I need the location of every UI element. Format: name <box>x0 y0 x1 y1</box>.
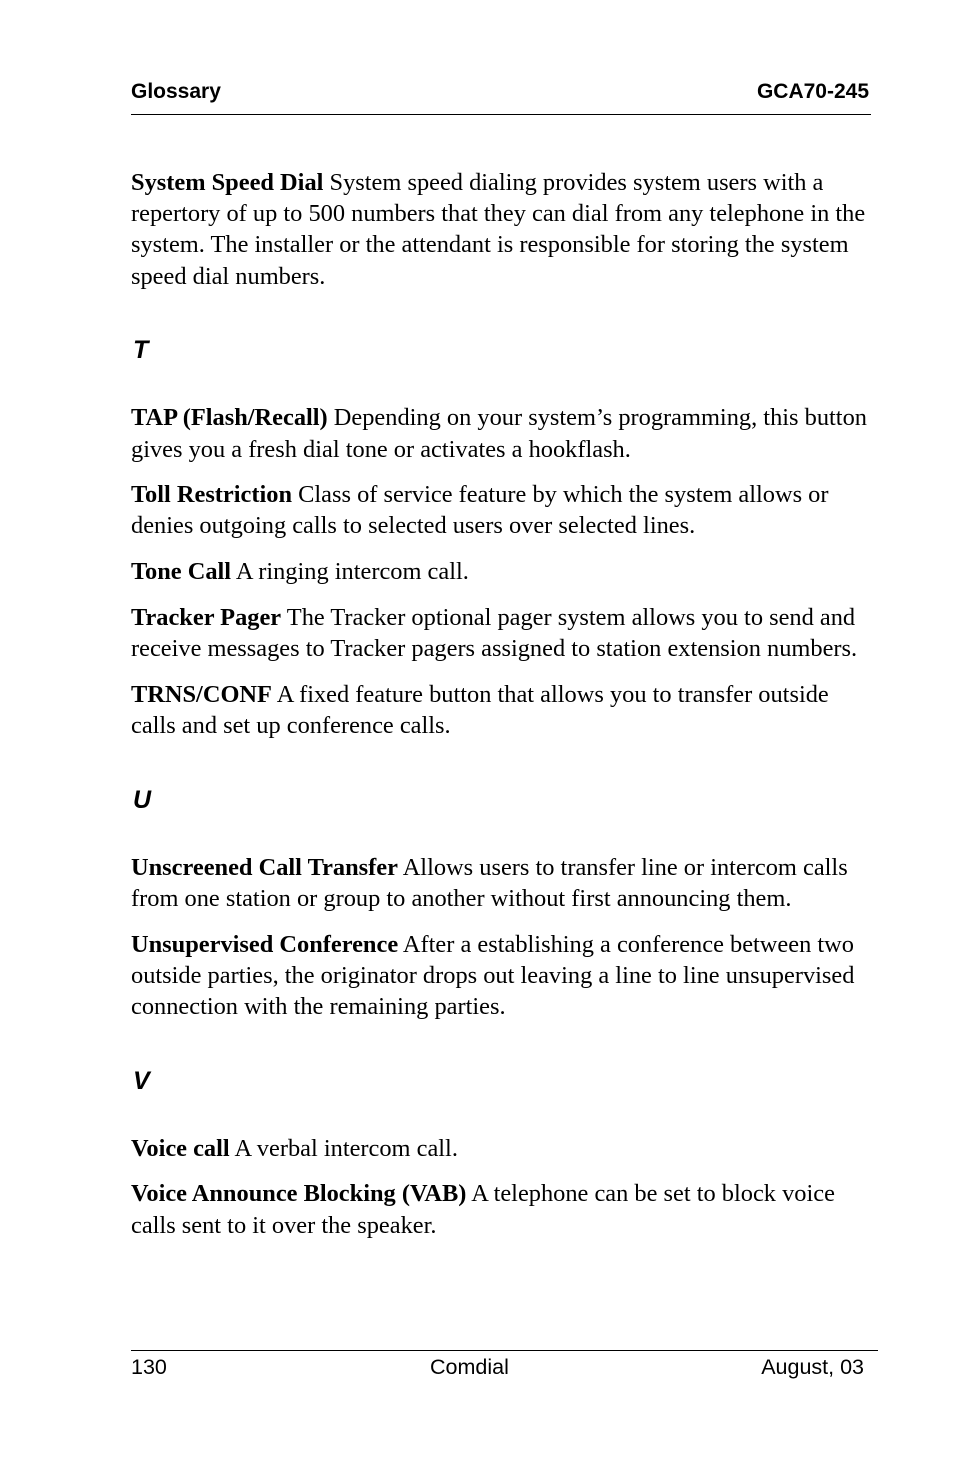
glossary-definition: The Tracker optional pager system allows you to send and receive messages to Tracker pagers assigned to station extension numbers. <box>131 603 858 663</box>
header-document-id: GCA70-245 <box>756 80 869 103</box>
glossary-definition: A verbal intercom call. <box>234 1134 458 1162</box>
glossary-term: TRNS/CONF <box>131 680 272 708</box>
glossary-entry <box>131 1178 871 1240</box>
glossary-definition: Depending on your system’s programming, this button gives you a fresh dial tone or activates a hookflash. <box>131 404 867 463</box>
footer-publisher: Comdial <box>430 1355 509 1379</box>
glossary-entry <box>131 402 871 464</box>
section-letter-t: T <box>133 336 149 365</box>
header-divider <box>131 114 871 115</box>
glossary-term: Tone Call <box>131 558 232 586</box>
glossary-entry <box>131 679 871 741</box>
glossary-entry <box>131 852 871 914</box>
footer-divider <box>131 1350 878 1351</box>
running-header <box>131 80 871 110</box>
glossary-definition: Class of service feature by which the system allows or denies outgoing calls to selected users over selected lines. <box>131 481 829 540</box>
running-footer <box>131 1355 864 1385</box>
glossary-term: System Speed Dial <box>131 169 324 196</box>
glossary-entry <box>131 929 871 1023</box>
glossary-entry <box>131 479 871 541</box>
section-letter-v: V <box>133 1066 150 1095</box>
header-section-title: Glossary <box>131 80 221 103</box>
glossary-definition: A ringing intercom call. <box>235 558 469 586</box>
glossary-term: Unsupervised Conference <box>131 930 399 958</box>
glossary-term: Unscreened Call Transfer <box>131 853 398 881</box>
glossary-term: Toll Restriction <box>131 481 293 509</box>
glossary-definition: System speed dialing provides system users with a repertory of up to 500 numbers that they can dial from any telephone in the system. The installer or the attendant is responsible for storing the system speed dial numbers. <box>131 169 866 290</box>
glossary-definition: After a establishing a conference between two outside parties, the originator drops out leaving a line to line unsupervised connection with the remaining parties. <box>131 930 855 1020</box>
glossary-definition: A fixed feature button that allows you to transfer outside calls and set up conference calls. <box>131 680 829 739</box>
glossary-term: Tracker Pager <box>131 603 282 631</box>
glossary-term: TAP (Flash/Recall) <box>131 404 328 432</box>
glossary-entry <box>131 1133 871 1164</box>
glossary-definition: Allows users to transfer line or intercom calls from one station or group to another without first announcing them. <box>131 853 848 912</box>
glossary-entry <box>131 602 871 664</box>
glossary-entry <box>131 167 871 292</box>
glossary-term: Voice Announce Blocking (VAB) <box>131 1180 467 1208</box>
glossary-body <box>131 167 871 1255</box>
glossary-term: Voice call <box>131 1134 230 1162</box>
section-letter-u: U <box>133 785 152 814</box>
glossary-definition: A telephone can be set to block voice calls sent to it over the speaker. <box>131 1180 835 1239</box>
page-number: 130 <box>131 1355 167 1379</box>
glossary-entry <box>131 556 871 587</box>
footer-date: August, 03 <box>761 1355 864 1379</box>
